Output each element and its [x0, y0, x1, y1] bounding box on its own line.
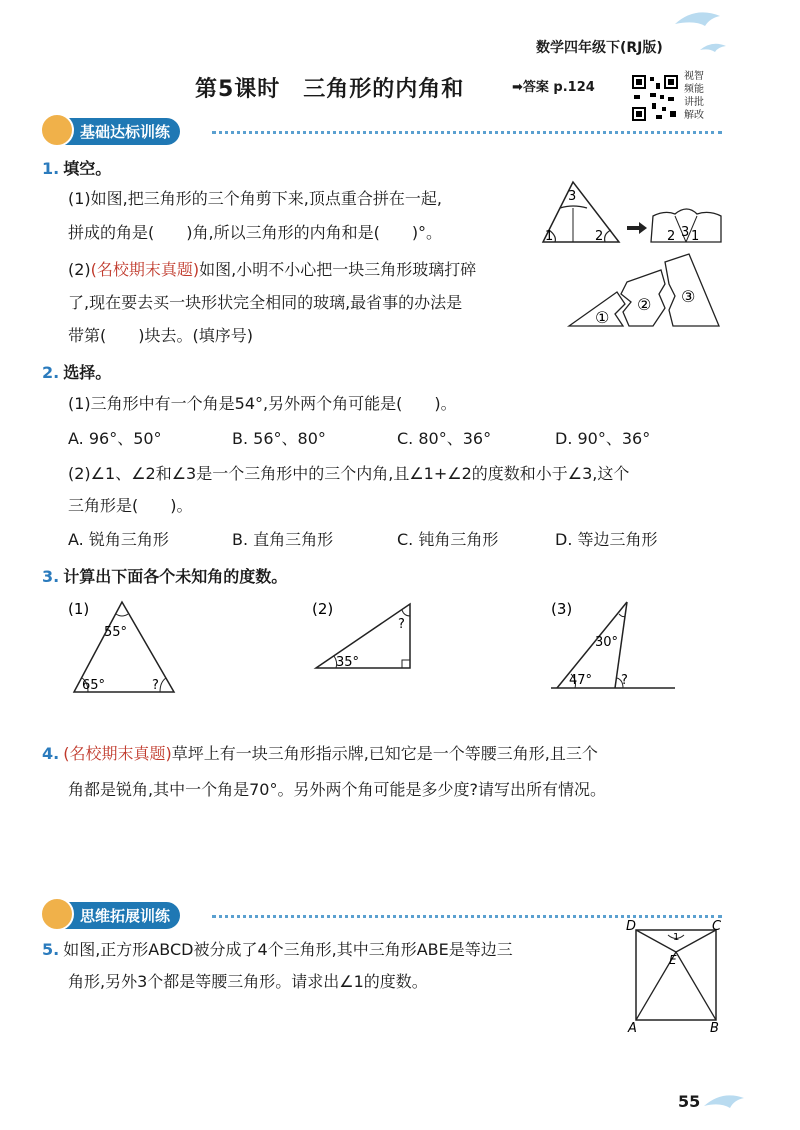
page-number: 55 — [678, 1092, 701, 1111]
q1-part1-line2: 拼成的角是( )角,所以三角形的内角和是( )°。 — [68, 223, 443, 242]
question-5-line1: 5. 如图,正方形ABCD被分成了4个三角形,其中三角形ABE是等边三 — [42, 940, 513, 959]
angle-label: 47° — [569, 673, 593, 688]
fig1-label: 2 — [595, 229, 604, 244]
fig1-label: 2 — [667, 229, 676, 244]
angle-label: 30° — [595, 635, 619, 650]
qr-code-icon[interactable] — [630, 72, 680, 124]
exam-tag: (名校期末真题) — [63, 744, 172, 763]
angle-label: 55° — [104, 625, 128, 640]
section-extension-label: 思维拓展训练 — [42, 902, 180, 929]
q2-p2-option-b[interactable]: B. 直角三角形 — [232, 530, 334, 549]
q2-p2-option-a[interactable]: A. 锐角三角形 — [68, 530, 169, 549]
mascot-icon — [40, 113, 74, 147]
angle-label: 65° — [82, 678, 106, 693]
piece-label: ① — [595, 308, 610, 327]
vertex-label: D — [626, 919, 637, 934]
q2-p2-option-c[interactable]: C. 钝角三角形 — [397, 530, 499, 549]
angle-label: 1 — [673, 932, 680, 943]
dolphin-icon — [698, 38, 728, 56]
section-divider — [212, 131, 722, 134]
question-2-title: 2. 选择。 — [42, 363, 112, 382]
angle-label: ? — [621, 673, 628, 688]
q3-figure-3 — [545, 594, 680, 694]
fig-number: (1) — [68, 600, 90, 618]
q1-part1-line1: (1)如图,把三角形的三个角剪下来,顶点重合拼在一起, — [68, 189, 442, 208]
piece-label: ② — [637, 295, 652, 314]
section-basic-label: 基础达标训练 — [42, 118, 180, 145]
question-4-line2: 角都是锐角,其中一个角是70°。另外两个角可能是多少度?请写出所有情况。 — [68, 780, 606, 799]
q2-part1: (1)三角形中有一个角是54°,另外两个角可能是( )。 — [68, 394, 457, 413]
angle-label: 35° — [336, 655, 360, 670]
broken-glass-figure — [565, 252, 725, 332]
q1-part2-line3: 带第( )块去。(填序号) — [68, 326, 253, 345]
q1-part2-line1: (2)(名校期末真题)如图,小明不小心把一块三角形玻璃打碎 — [68, 260, 477, 279]
question-5-line2: 角形,另外3个都是等腰三角形。请求出∠1的度数。 — [68, 972, 428, 991]
dolphin-icon — [700, 1086, 750, 1116]
fig-number: (2) — [312, 600, 334, 618]
q3-figure-2 — [306, 594, 426, 674]
q3-figure-1 — [62, 594, 192, 698]
vertex-label: C — [712, 919, 722, 934]
vertex-label: B — [710, 1021, 719, 1036]
triangle-cut-figure — [535, 178, 725, 248]
angle-label: ? — [152, 678, 159, 693]
q2-p2-option-d[interactable]: D. 等边三角形 — [555, 530, 658, 549]
answer-reference: ➡答案 p.124 — [512, 80, 595, 95]
piece-label: ③ — [681, 287, 696, 306]
page-title: 第5课时 三角形的内角和 — [195, 77, 465, 102]
vertex-label: E — [669, 953, 677, 967]
fig1-label: 1 — [691, 229, 700, 244]
angle-label: ? — [398, 617, 405, 632]
q2-part2-line1: (2)∠1、∠2和∠3是一个三角形中的三个内角,且∠1+∠2的度数和小于∠3,这个 — [68, 464, 630, 483]
q2-part2-line2: 三角形是( )。 — [68, 496, 193, 515]
q2-p1-option-a[interactable]: A. 96°、50° — [68, 429, 162, 448]
grade-label: 数学四年级下(RJ版) — [536, 40, 663, 56]
q2-p1-option-c[interactable]: C. 80°、36° — [397, 429, 492, 448]
mascot-icon — [40, 897, 74, 931]
exam-tag: (名校期末真题) — [90, 260, 200, 279]
q1-part2-line2: 了,现在要去买一块形状完全相同的玻璃,最省事的办法是 — [68, 293, 463, 312]
qr-caption: 视智 频能 讲批 解改 — [684, 71, 704, 121]
q2-p1-option-b[interactable]: B. 56°、80° — [232, 429, 326, 448]
fig-number: (3) — [551, 600, 573, 618]
dolphin-icon — [670, 4, 730, 34]
fig1-label: 1 — [545, 229, 554, 244]
question-1-title: 1. 填空。 — [42, 159, 112, 178]
question-3-title: 3. 计算出下面各个未知角的度数。 — [42, 567, 288, 586]
fig1-label: 3 — [568, 189, 577, 204]
q2-p1-option-d[interactable]: D. 90°、36° — [555, 429, 651, 448]
square-abcd-figure — [626, 918, 726, 1036]
question-4-line1: 4. (名校期末真题)草坪上有一块三角形指示牌,已知它是一个等腰三角形,且三个 — [42, 744, 598, 763]
vertex-label: A — [628, 1021, 637, 1036]
fig1-label: 3 — [681, 225, 690, 240]
